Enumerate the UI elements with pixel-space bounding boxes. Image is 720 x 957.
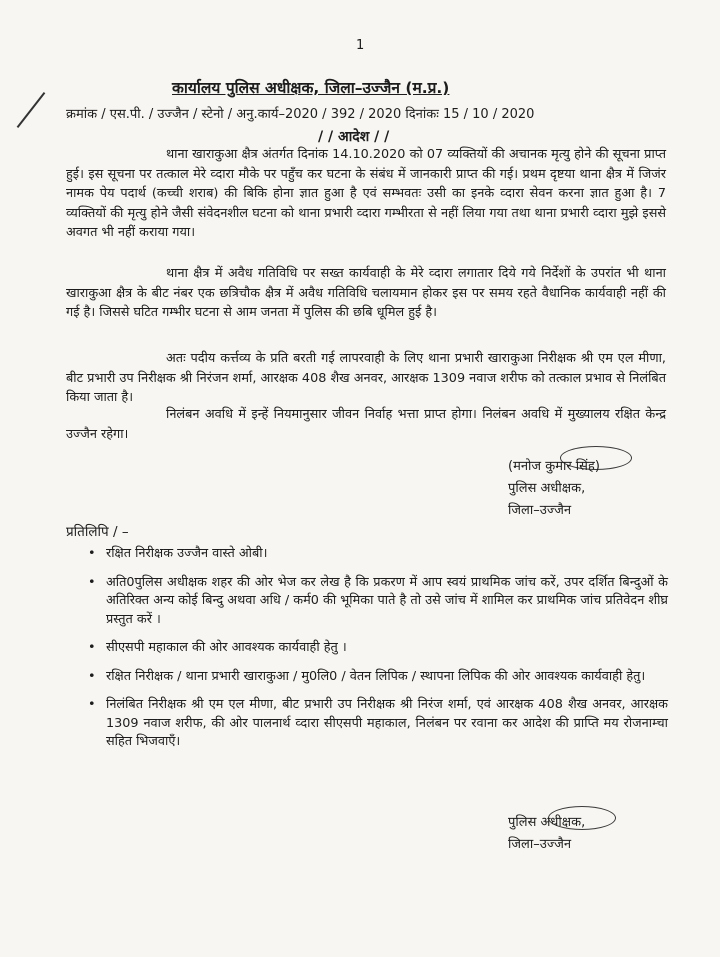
page-number: 1 xyxy=(356,38,365,53)
paragraph-allowance: निलंबन अवधि में इन्हें नियमानुसार जीवन निर्वाह भत्ता प्राप्त होगा। निलंबन अवधि में मुख्यालय रक्षित केन्द्र उज्जैन रहेगा। xyxy=(66,407,666,442)
copy-list xyxy=(88,545,668,762)
list-item: • निलंबित निरीक्षक श्री एम एल मीणा, बीट प्रभारी उप निरीक्षक श्री निरंज शर्मा, एवं आरक्षक 408 शैख अनवर, आरक्षक 1309 नवाज शरीफ, की ओर पालनार्थ व्दारा सीएसपी महाकाल, निलंबन पर रवाना कर आदेश की प्राप्ति मय रोजनाम्चा सहित भिजवाएँ। xyxy=(88,697,668,749)
office-title: कार्यालय पुलिस अधीक्षक, जिला–उज्जैन (म.प्र.) xyxy=(172,79,450,97)
signatory-name: (मनोज कुमार सिंह) xyxy=(508,459,600,474)
bullet-icon: • xyxy=(88,668,96,684)
paragraph-incident: थाना खाराकुआ क्षैत्र अंतर्गत दिनांक 14.10.2020 को 07 व्यक्तियों की अचानक मृत्यु होने की सूचना प्राप्त हुई। इस सूचना पर तत्काल मेरे व्दारा मौके पर पहुँच कर घटना के संबंध में जानकारी प्राप्त की गई। प्रथम दृष्टया थाना क्षैत्र में जिजंर नामक पेय पदार्थ (कच्ची शराब) की बिकि होना ज्ञात हुआ है एवं सम्भवतः उसी का इनके व्दारा सेवन करना ज्ञात हुआ है। 7 व्यक्तियों की मृत्यु होने जैसी संवेदनशील घटना को थाना प्रभारी व्दारा गम्भीरता से नहीं लिया गया तथा थाना प्रभारी व्दारा मुझे इससे अवगत भी नहीं कराया गया। xyxy=(66,147,666,241)
paragraph-suspension: अतः पदीय कर्त्तव्य के प्रति बरती गई लापरवाही के लिए थाना प्रभारी खाराकुआ निरीक्षक श्री एम एल मीणा, बीट प्रभारी उप निरीक्षक श्री निरंजन शर्मा, आरक्षक 408 शैख अनवर, आरक्षक 1309 नवाज शरीफ को तत्काल प्रभाव से निलंबित किया जाता है। xyxy=(66,351,666,406)
paragraph-negligence: थाना क्षैत्र में अवैध गतिविधि पर सख्त कार्यवाही के मेरे व्दारा लगातार दिये गये निर्देशों के उपरांत भी थाना खाराकुआ क्षैत्र के बीट नंबर एक छत्रिचौक क्षैत्र में अवैध गतिविधि चलायमान होकर इस पर समय रहते वैधानिक कार्यवाही नहीं की गई है। जिससे घटित गम्भीर घटना से आम जनता में पुलिस की छबि धूमिल हुई है। xyxy=(66,266,666,321)
list-item: • सीएसपी महाकाल की ओर आवश्यक कार्यवाही हेतु । xyxy=(88,639,668,658)
list-item: • अति0पुलिस अधीक्षक शहर की ओर भेज कर लेख है कि प्रकरण में आप स्वयं प्राथमिक जांच करें, उपर दर्शित बिन्दुओं के अतिरिक्त अन्य कोई बिन्दु अथवा अधि / कर्म0 की भूमिका पाते है तो उसे जांच में शामिल कर प्राथमिक जांच प्रतिवेदन शीघ्र प्रस्तुत करें । xyxy=(88,574,668,627)
bullet-icon: • xyxy=(88,546,96,561)
signature-block-2 xyxy=(508,812,585,856)
bullet-icon: • xyxy=(88,640,96,655)
signatory-designation: पुलिस अधीक्षक, xyxy=(508,481,586,496)
list-item: • रक्षित निरीक्षक / थाना प्रभारी खाराकुआ / मु0लि0 / वेतन लिपिक / स्थापना लिपिक की ओर आवश्यक कार्यवाही हेतु। xyxy=(88,668,668,687)
reference-line: क्रमांक / एस.पी. / उज्जैन / स्टेनो / अनु.कार्य–2020 / 392 / 2020 दिनांकः 15 / 10 / 2020 xyxy=(66,107,535,122)
copy-heading: प्रतिलिपि / – xyxy=(66,524,129,540)
order-heading: / / आदेश / / xyxy=(318,129,390,145)
signatory2-district: जिला–उज्जैन xyxy=(508,837,572,852)
list-item: • रक्षित निरीक्षक उज्जैन वास्ते ओबी। xyxy=(88,545,668,564)
signature-block xyxy=(508,456,600,522)
signatory2-designation: पुलिस अधीक्षक, xyxy=(508,815,586,830)
signatory-district: जिला–उज्जैन xyxy=(508,503,572,518)
pen-mark xyxy=(17,92,46,128)
bullet-icon: • xyxy=(88,697,96,712)
bullet-icon: • xyxy=(88,574,96,590)
